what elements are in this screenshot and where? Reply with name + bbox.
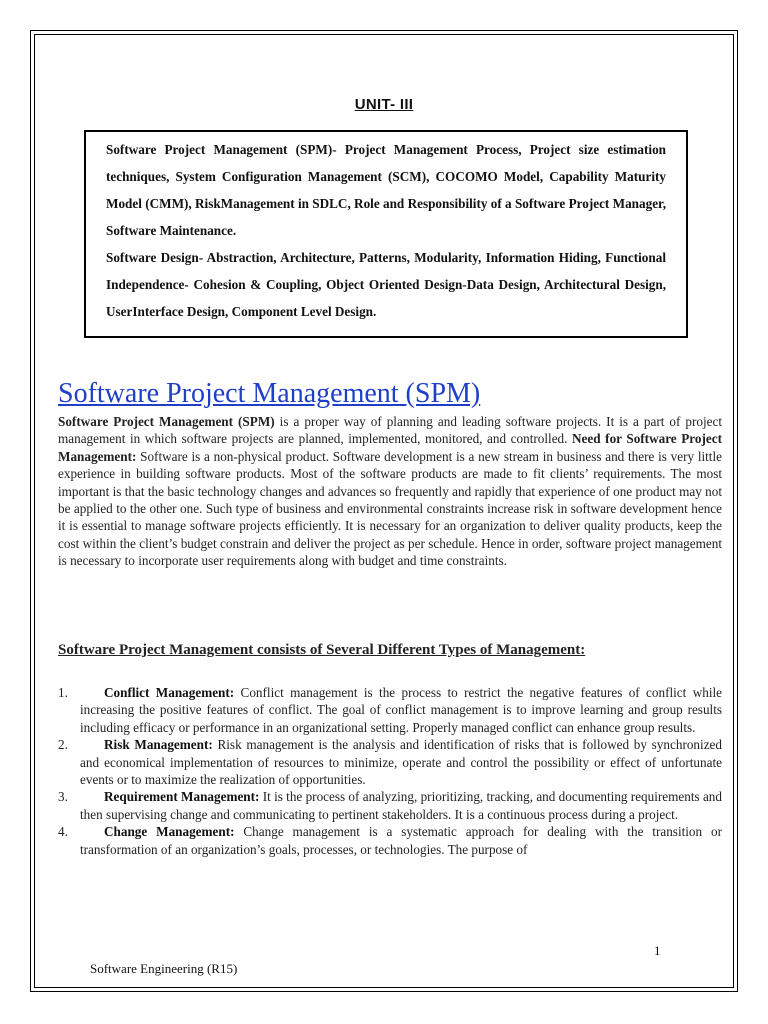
list-item-text: Change management is a systematic approach for dealing with the transition or transformation of an organization’s goals, processes, or technologies. The purpose of [80, 824, 722, 857]
intro-paragraph [58, 413, 722, 570]
unit-title: UNIT- III [354, 96, 414, 113]
list-item [58, 736, 722, 788]
list-item [58, 788, 722, 823]
list-item-text: Risk management is the analysis and identification of risks that is followed by synchronized and economical implementation of resources to minimize, operate and control the possibility or effect of unfortunate events or to maximize the realization of opportunities. [80, 737, 722, 788]
types-subheading: Software Project Management consists of Several Different Types of Management: [58, 642, 586, 658]
intro-term-spm: Software Project Management (SPM) [58, 414, 275, 429]
management-types-list [58, 684, 722, 858]
list-item-text: It is the process of analyzing, prioritizing, tracking, and documenting requirements and then supervising change and communicating to pertinent stakeholders. It is a continuous process during a project. [80, 789, 722, 822]
list-item-text: Conflict management is the process to restrict the negative features of conflict while increasing the positive features of conflict. The goal of conflict management is to improve learning and group results including efficacy or performance in an organizational setting. Properly managed conflict can enhance group results. [80, 685, 722, 735]
syllabus-design: Software Design- Abstraction, Architecture, Patterns, Modularity, Information Hiding, Functional Independence- Cohesion & Coupling, Object Oriented Design-Data Design, Architectural Design, UserInterface Design, Component Level Design. [106, 250, 666, 319]
intro-text-2: Software is a non-physical product. Software development is a new stream in business and there is very little experience in building software products. Most of the software products are made to fit clients’ requirements. The most important is that the basic technology changes and advances so frequently and rapidly that experience of one product may not be applied to the other one. Such type of business and environmental constraints increase risk in software development hence it is essential to manage software projects efficiently. It is necessary for an organization to deliver quality products, keep the cost within the client’s budget constrain and deliver the project as per schedule. Hence in order, software project management is necessary to incorporate user requirements along with budget and time constraints. [58, 448, 722, 569]
list-item-term: Conflict Management: [104, 685, 235, 700]
page-number: 1 [654, 943, 661, 958]
syllabus-box [84, 130, 688, 338]
section-heading: Software Project Management (SPM) [58, 378, 481, 409]
syllabus-spm: Software Project Management (SPM)- Project Management Process, Project size estimation techniques, System Configuration Management (SCM), COCOMO Model, Capability Maturity Model (CMM), RiskManagement in SDLC, Role and Responsibility of a Software Project Manager, Software Maintenance. [106, 142, 666, 238]
list-item [58, 823, 722, 858]
footer-course: Software Engineering (R15) [90, 961, 238, 976]
list-item-term: Change Management: [104, 824, 235, 840]
intro-term-need: Need for Software Project Management: [58, 431, 722, 464]
list-item-term: Risk Management: [104, 737, 213, 753]
intro-text-1: is a proper way of planning and leading software projects. It is a part of project management in which software projects are planned, implemented, monitored, and controlled. [58, 414, 723, 447]
list-item-number: 3. [58, 789, 68, 805]
list-item-number: 4. [58, 824, 68, 840]
list-item-number: 1. [58, 685, 68, 700]
list-item [58, 684, 722, 736]
list-item-number: 2. [58, 737, 68, 753]
list-item-term: Requirement Management: [104, 789, 260, 805]
